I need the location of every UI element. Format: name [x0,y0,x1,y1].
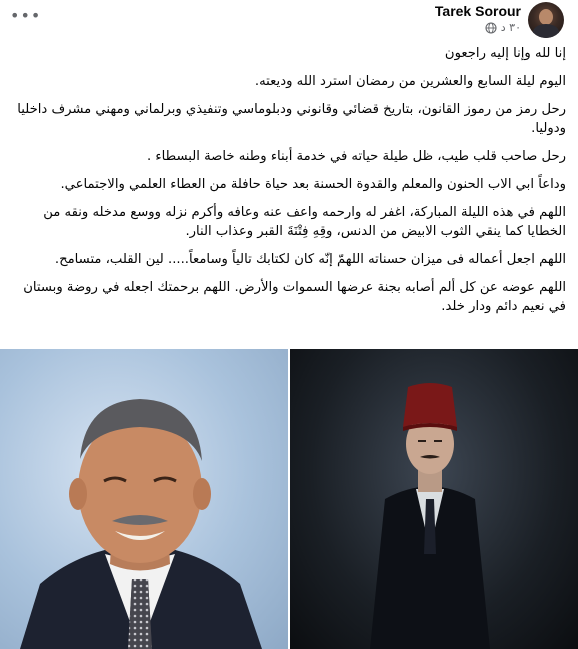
post-paragraph: اللهم عوضه عن كل ألم أصابه بجنة عرضها السموات والأرض. اللهم برحمتك اجعله في روضة وبستان في نعيم دائم ودار خلد. [23,280,566,314]
post-paragraph: وداعاً ابي الاب الحنون والمعلم والقدوة الحسنة بعد حياة حافلة من العطاء العلمي والاجتماعي. [60,177,566,192]
post-paragraph: اليوم ليلة السابع والعشرين من رمضان استرد الله وديعته. [254,74,566,89]
post-header [0,0,578,40]
more-options-icon[interactable]: ••• [10,6,42,25]
post-text [12,44,566,325]
portrait-illustration [0,349,288,649]
photo-portrait-suit[interactable] [0,349,288,649]
avatar[interactable] [528,2,564,38]
author-name[interactable]: Tarek Sorour [434,3,521,19]
post-paragraph: رحل صاحب قلب طيب، ظل طيلة حياته في خدمة أبناء وطنه خاصة البسطاء . [147,149,566,164]
globe-icon[interactable] [485,22,497,34]
post-paragraph: رحل رمز من رموز القانون، بتاريخ قضائي وقانوني ودبلوماسي وتنفيذي وبرلماني ومهني مشرف داخليا ودوليا. [17,102,566,136]
photo-portrait-fez[interactable] [290,349,578,649]
post-paragraph: اللهم اجعل أعماله فى ميزان حسناته اللهمّ إنّه كان لكتابك تالياً وسامعاً..... لين القلب، متسامح. [54,252,566,267]
vintage-portrait-illustration [290,349,578,649]
avatar-face [539,9,553,25]
avatar-body [533,24,559,38]
post-paragraph: إنا لله وإنا إليه راجعون [444,46,566,61]
post-meta [485,21,521,34]
post-paragraph: اللهم في هذه الليلة المباركة، اغفر له وارحمه واعف عنه وعافه وأكرم نزله ووسع مدخله ونقه من الخطايا كما ينقي الثوب الابيض من الدنس، وقِهِ فِتْنَةَ القبر وعذاب النار. [43,205,566,239]
post-photos [0,349,578,649]
timestamp[interactable]: ٣٠ د [500,21,521,34]
